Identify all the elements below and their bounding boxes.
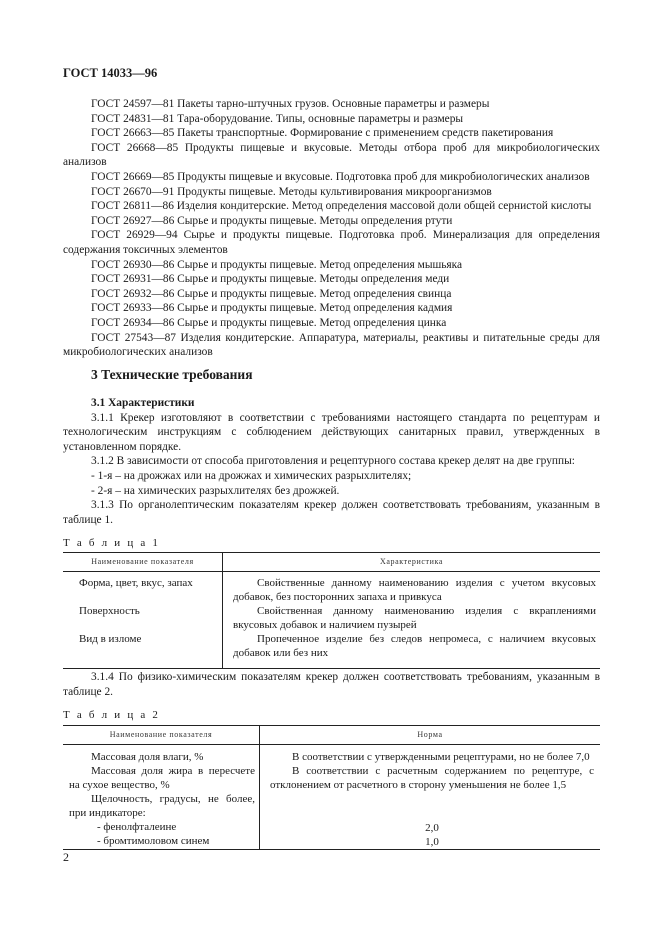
table1-caption: Т а б л и ц а 1	[63, 537, 161, 549]
table2-header-norm: Норма	[260, 726, 601, 745]
reference-item: ГОСТ 26931—86 Сырье и продукты пищевые. Методы определения меди	[91, 273, 450, 286]
reference-item: ГОСТ 26670—91 Продукты пищевые. Методы культивирования микроорганизмов	[91, 185, 492, 198]
standard-header: ГОСТ 14033—96	[63, 66, 158, 80]
section-body-2	[63, 670, 600, 699]
reference-item: ГОСТ 26930—86 Сырье и продукты пищевые. Метод определения мышьяка	[91, 258, 463, 271]
section-title: 3 Технические требования	[91, 367, 253, 382]
table1-row-value: Свойственные данному наименованию изделия с учетом вкусовых добавок, без посторонних запаха и привкуса	[233, 577, 596, 603]
table2-row-value: В соответствии с расчетным содержанием по рецептуре, с отклонением от расчетного в сторону уменьшения не более 1,5	[270, 765, 594, 791]
reference-item: ГОСТ 27543—87 Изделия кондитерские. Аппаратура, материалы, реактивы и питательные среды для микробиологических анализов	[63, 331, 600, 359]
table1-names-cell	[63, 572, 223, 669]
reference-item: ГОСТ 26932—86 Сырье и продукты пищевые. Метод определения свинца	[91, 287, 452, 300]
group-2-item: - 2-я – на химических разрыхлителях без дрожжей.	[91, 484, 340, 497]
reference-item: ГОСТ 26811—86 Изделия кондитерские. Метод определения массовой доли общей сернистой кислоты	[91, 200, 592, 213]
table1-values-cell	[223, 572, 601, 669]
paragraph-3-1-4: 3.1.4 По физико-химическим показателям крекер должен соответствовать требованиям, указанным в таблице 2.	[63, 671, 600, 698]
table2-names-cell	[63, 745, 260, 850]
table1-row-name: Форма, цвет, вкус, запах	[79, 577, 193, 589]
group-1-item: - 1-я – на дрожжах или на дрожжах и химических разрыхлителях;	[91, 469, 412, 482]
table2-row-name: - бромтимоловом синем	[97, 835, 210, 847]
reference-item: ГОСТ 24597—81 Пакеты тарно-штучных грузов. Основные параметры и размеры	[91, 98, 490, 110]
reference-item: ГОСТ 26933—86 Сырье и продукты пищевые. Метод определения кадмия	[91, 302, 453, 315]
table1-row-value: Пропеченное изделие без следов непромеса, с наличием вкусовых добавок или без них	[233, 633, 596, 659]
subsection-title: 3.1 Характеристики	[91, 397, 195, 409]
table2-row-value: 2,0	[425, 822, 439, 834]
table-1	[63, 552, 600, 669]
table2-row-value: В соответствии с утвержденными рецептурами, но не более 7,0	[292, 751, 590, 763]
table1-row-name: Вид в изломе	[79, 633, 142, 645]
reference-item: ГОСТ 26668—85 Продукты пищевые и вкусовые. Методы отбора проб для микробиологических анализов	[63, 141, 600, 169]
reference-item: ГОСТ 26669—85 Продукты пищевые и вкусовые. Подготовка проб для микробиологических анализов	[91, 170, 590, 183]
table2-row-name: Массовая доля влаги, %	[91, 751, 204, 763]
reference-item: ГОСТ 26929—94 Сырье и продукты пищевые. Подготовка проб. Минерализация для определения содержания токсичных элементов	[63, 229, 600, 256]
table2-row-value: 1,0	[425, 836, 439, 848]
paragraph-3-1-3: 3.1.3 По органолептическим показателям крекер должен соответствовать требованиям, указанным в таблице 1.	[63, 499, 600, 526]
references-list	[63, 97, 600, 360]
table1-row-value: Свойственная данному наименованию изделия с вкраплениями вкусовых добавок и наличием пузырей	[233, 605, 596, 631]
table1-header-characteristic: Характеристика	[223, 553, 601, 572]
paragraph-3-1-2: 3.1.2 В зависимости от способа приготовления и рецептурного состава крекер делят на две группы:	[91, 455, 575, 468]
table2-values-cell	[260, 745, 601, 850]
table2-row-name: Щелочность, градусы, не более, при индикаторе:	[69, 793, 255, 819]
reference-item: ГОСТ 26663—85 Пакеты транспортные. Формирование с применением средств пакетирования	[91, 127, 554, 140]
table1-row-name: Поверхность	[79, 605, 140, 617]
table1-header-name: Наименование показателя	[63, 553, 223, 572]
reference-item: ГОСТ 26934—86 Сырье и продукты пищевые. Метод определения цинка	[91, 316, 447, 329]
reference-item: ГОСТ 24831—81 Тара-оборудование. Типы, основные параметры и размеры	[91, 112, 464, 125]
table2-header-name: Наименование показателя	[63, 726, 260, 745]
table2-caption: Т а б л и ц а 2	[63, 709, 161, 721]
paragraph-3-1-1: 3.1.1 Крекер изготовляют в соответствии с требованиями настоящего стандарта по рецептурам и технологическим инструкциям с соблюдением действующих санитарных правил, утвержденных в установленном порядке.	[63, 411, 600, 453]
section-body	[63, 396, 600, 527]
table2-row-name: Массовая доля жира в пересчете на сухое вещество, %	[69, 765, 255, 791]
page-number: 2	[63, 850, 69, 864]
reference-item: ГОСТ 26927—86 Сырье и продукты пищевые. Методы определения ртути	[91, 214, 453, 227]
table2-row-name: - фенолфталеине	[97, 821, 177, 833]
table-2	[63, 725, 600, 850]
